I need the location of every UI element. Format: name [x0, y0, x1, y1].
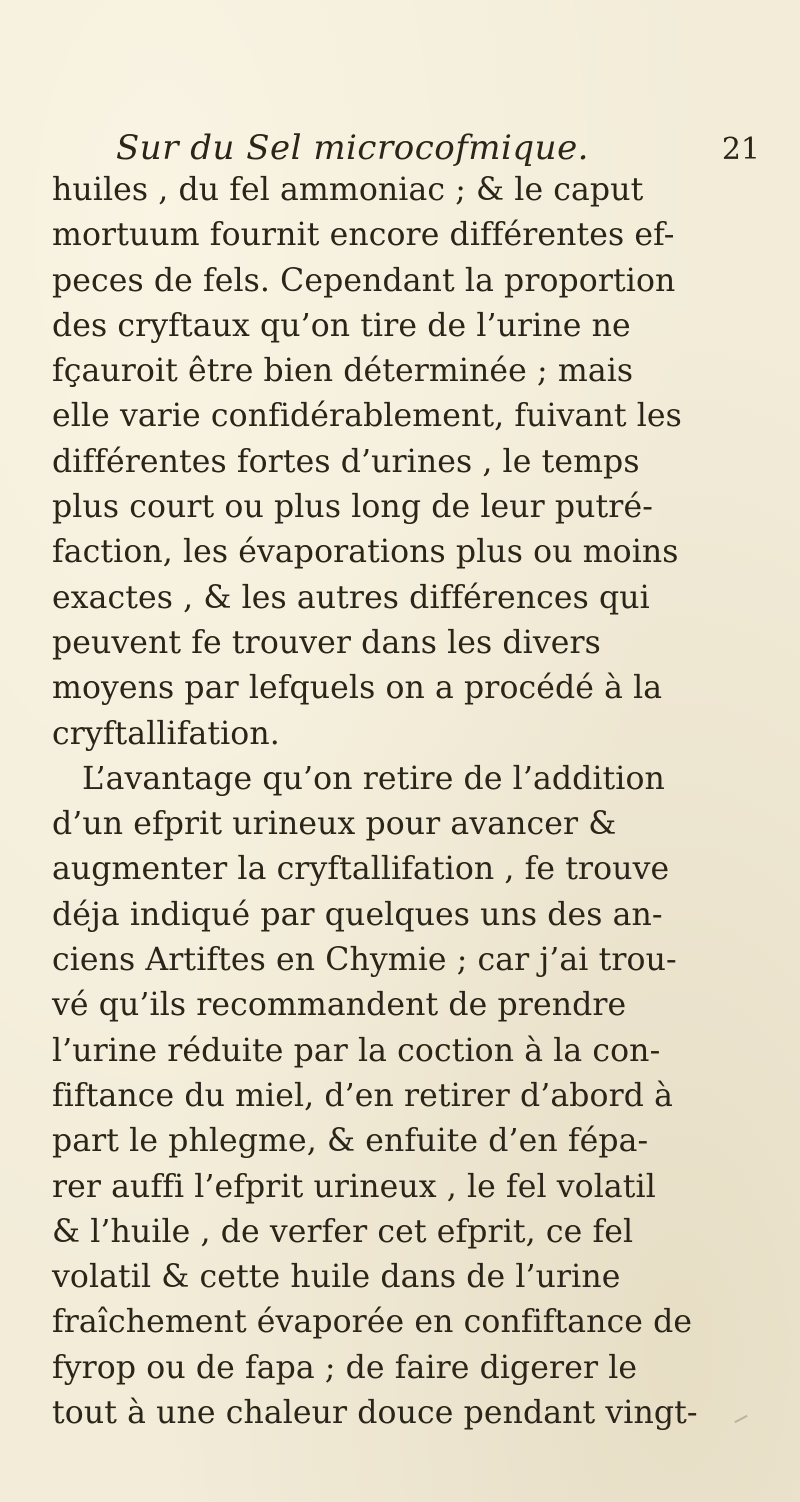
text-line: déja indiqué par quelques uns des an- [52, 896, 663, 933]
running-title: Sur du Sel microcofmique. [116, 128, 589, 168]
text-line: rer auffi l’efprit urineux , le fel volatil [52, 1168, 656, 1205]
page-number: 21 [721, 132, 760, 167]
text-line: fyrop ou de fapa ; de faire digerer le [52, 1349, 638, 1386]
text-line: d’un efprit urineux pour avancer & [52, 806, 617, 843]
text-line: elle varie confidérablement, fuivant les [52, 398, 682, 435]
text-line: fraîchement évaporée en confiftance de [52, 1304, 693, 1341]
text-line: plus court ou plus long de leur putré- [52, 489, 653, 526]
text-line: huiles , du fel ammoniac ; & le caput [52, 172, 644, 208]
text-line: exactes , & les autres différences qui [52, 579, 650, 616]
text-line: augmenter la cryftallifation , fe trouve [52, 851, 670, 888]
text-line: l’urine réduite par la coction à la con- [52, 1032, 661, 1069]
text-line: tout à une chaleur douce pendant vingt- [52, 1395, 698, 1432]
text-line: mortuum fournit encore différentes ef- [52, 217, 675, 254]
text-line: & l’huile , de verfer cet efprit, ce fel [52, 1213, 634, 1250]
text-line: peuvent fe trouver dans les divers [52, 624, 601, 661]
text-line: fçauroit être bien déterminée ; mais [52, 353, 634, 390]
text-line: des cryftaux qu’on tire de l’urine ne [52, 307, 631, 344]
text-line: fiftance du miel, d’en retirer d’abord à [52, 1077, 673, 1114]
text-line: faction, les évaporations plus ou moins [52, 534, 679, 571]
text-line: ciens Artiftes en Chymie ; car j’ai trou- [52, 942, 677, 979]
paragraph-start-line: L’avantage qu’on retire de l’addition [82, 760, 665, 797]
text-line: différentes fortes d’urines , le temps [52, 443, 640, 480]
text-line: volatil & cette huile dans de l’urine [52, 1259, 621, 1296]
text-line: cryftallifation. [52, 715, 280, 752]
text-line: peces de fels. Cependant la proportion [52, 262, 676, 299]
body-text [52, 168, 772, 1436]
text-line: part le phlegme, & enfuite d’en fépa- [52, 1123, 649, 1160]
text-line: moyens par lefquels on a procédé à la [52, 670, 663, 707]
text-line: vé qu’ils recommandent de prendre [52, 987, 627, 1024]
